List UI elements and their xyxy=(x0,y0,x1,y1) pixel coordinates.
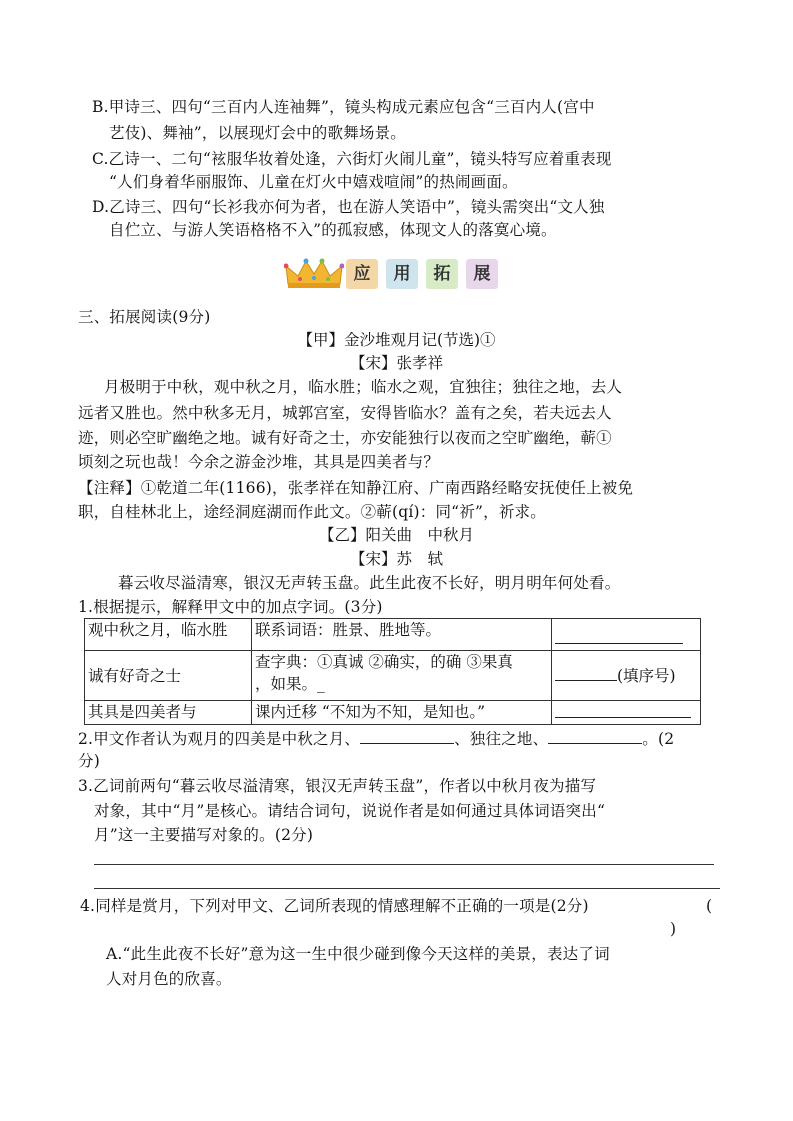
jia-note-line1: 【注释】①乾道二年(1166)，张孝祥在知静江府、广南西路经略安抚使任上被免 xyxy=(78,479,634,497)
q2-text-c: 。(2 xyxy=(642,730,675,748)
option-b-line2: 艺伎)、舞袖”，以展现灯会中的歌舞场景。 xyxy=(109,124,406,142)
jia-title: 【甲】金沙堆观月记(节选)① xyxy=(297,331,496,349)
q3-answer-line-2[interactable] xyxy=(94,888,720,889)
jia-author: 【宋】张孝祥 xyxy=(349,354,443,372)
banner-char-2: 用 xyxy=(386,259,418,289)
q1-hint-2 xyxy=(252,651,552,701)
q1-answer-hint: (填序号) xyxy=(617,667,676,685)
section-title: 三、拓展阅读(9分) xyxy=(78,308,211,326)
option-c-line2: “人们身着华丽服饰、儿童在灯火中嬉戏喧闹”的热闹画面。 xyxy=(109,173,518,191)
jia-paragraph-line4: 顷刻之玩也哉！今余之游金沙堆，其具是四美者与？ xyxy=(78,453,440,471)
q4-paren-open: ( xyxy=(706,897,713,915)
answer-blank[interactable] xyxy=(555,664,617,681)
q1-phrase-1: 观中秋之月，临水胜 xyxy=(85,619,252,651)
banner-char-3: 拓 xyxy=(426,259,458,289)
answer-blank[interactable] xyxy=(360,727,454,744)
q1-phrase-3: 其具是四美者与 xyxy=(85,701,252,725)
banner-char-1: 应 xyxy=(346,259,378,289)
jia-note-line2: 职，自桂林北上，途经洞庭湖而作此文。②蕲(qí)：同“祈”，祈求。 xyxy=(78,503,546,521)
q1-answer-cell-1[interactable] xyxy=(552,619,701,651)
q3-answer-line-1[interactable] xyxy=(94,864,714,865)
yi-title: 【乙】阳关曲 中秋月 xyxy=(318,526,474,544)
option-d-line1: D.乙诗三、四句“长衫我亦何为者，也在游人笑语中”，镜头需突出“文人独 xyxy=(92,198,605,216)
q2-line1 xyxy=(78,727,674,750)
q2-text-a: 2.甲文作者认为观月的四美是中秋之月、 xyxy=(78,730,361,748)
answer-blank[interactable] xyxy=(548,727,642,744)
q1-table xyxy=(84,618,701,725)
answer-blank[interactable] xyxy=(555,701,691,718)
yi-author: 【宋】苏 轼 xyxy=(349,550,443,568)
section-banner xyxy=(284,254,510,294)
q1-hint-1: 联系词语：胜景、胜地等。 xyxy=(252,619,552,651)
q2-text-b: 、独往之地、 xyxy=(454,730,549,748)
jia-paragraph-line1: 月极明于中秋，观中秋之月，临水胜；临水之观，宜独往；独往之地，去人 xyxy=(104,378,623,396)
table-row xyxy=(85,619,701,651)
option-d-line2: 自伫立、与游人笑语格格不入”的孤寂感，体现文人的落寞心境。 xyxy=(109,221,557,239)
crown-icon xyxy=(284,258,344,290)
table-row xyxy=(85,701,701,725)
answer-blank[interactable] xyxy=(555,627,683,644)
q3-line2: 对象，其中“月”是核心。请结合词句，说说作者是如何通过具体词语突出“ xyxy=(94,802,606,820)
q3-line1: 3.乙词前两句“暮云收尽溢清寒，银汉无声转玉盘”，作者以中秋月夜为描写 xyxy=(78,777,597,795)
q1-answer-cell-3[interactable] xyxy=(552,701,701,725)
q4-option-a-line2: 人对月色的欣喜。 xyxy=(106,970,232,988)
q4-stem: 4.同样是赏月，下列对甲文、乙词所表现的情感理解不正确的一项是(2分) xyxy=(80,897,589,915)
q2-line2: 分) xyxy=(78,752,100,770)
q1-answer-cell-2[interactable] xyxy=(552,651,701,701)
q3-line3: 月”这一主要描写对象的。(2分) xyxy=(94,826,314,844)
q4-paren-close: ) xyxy=(670,920,677,938)
jia-paragraph-line3: 迹，则必空旷幽绝之地。诚有好奇之士，亦安能独行以夜而之空旷幽绝，蕲① xyxy=(78,429,612,447)
q4-option-a-line1: A.“此生此夜不长好”意为这一生中很少碰到像今天这样的美景，表达了词 xyxy=(106,945,610,963)
option-c-line1: C.乙诗一、二句“袨服华妆着处逢，六街灯火闹儿童”，镜头特写应着重表现 xyxy=(92,150,612,168)
yi-poem: 暮云收尽溢清寒，银汉无声转玉盘。此生此夜不长好，明月明年何处看。 xyxy=(118,574,621,592)
q1-stem: 1.根据提示，解释甲文中的加点字词。(3分) xyxy=(78,598,383,616)
jia-paragraph-line2: 远者又胜也。然中秋多无月，城郭宫室，安得皆临水？盖有之矣，若夫远去人 xyxy=(78,404,612,422)
option-b-line1: B.甲诗三、四句“三百内人连袖舞”，镜头构成元素应包含“三百内人(宫中 xyxy=(92,98,595,116)
q1-hint-2-line1: 查字典：①真诚 ②确实，的确 ③果真 xyxy=(255,653,513,671)
q1-hint-2-line2: ，如果。_ xyxy=(255,675,325,693)
banner-char-4: 展 xyxy=(466,259,498,289)
q1-hint-3: 课内迁移 “不知为不知，是知也。” xyxy=(252,701,552,725)
q1-phrase-2: 诚有好奇之士 xyxy=(85,651,252,701)
table-row xyxy=(85,651,701,701)
